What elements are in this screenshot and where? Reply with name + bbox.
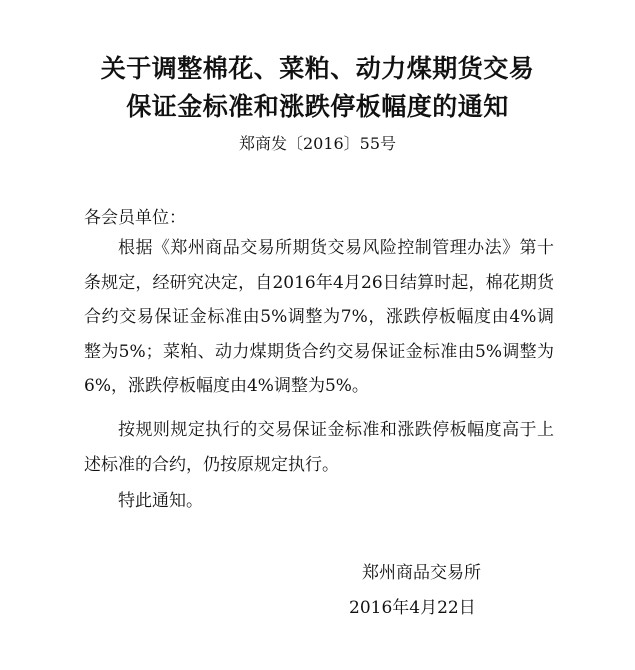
body-paragraph-2: 按规则规定执行的交易保证金标准和涨跌停板幅度高于上述标准的合约，仍按原规定执行。 [84, 420, 554, 475]
notice-title-line-1: 关于调整棉花、菜粕、动力煤期货交易 [100, 54, 535, 83]
notice-title-line-2: 保证金标准和涨跌停板幅度的通知 [126, 92, 509, 121]
body-paragraph-1: 根据《郑州商品交易所期货交易风险控制管理办法》第十条规定，经研究决定，自2016年4月26日结算时起，棉花期货合约交易保证金标准由5%调整为7%，涨跌停板幅度由4%调整为5%；菜粕、动力煤期货合约交易保证金标准由5%调整为6%，涨跌停板幅度由4%调整为5%。 [84, 238, 554, 397]
document-number: 郑商发〔2016〕55号 [238, 134, 397, 153]
issuer-signature: 郑州商品交易所 [362, 563, 481, 583]
issue-date: 2016年4月22日 [349, 598, 476, 618]
salutation: 各会员单位： [84, 208, 186, 228]
body-paragraph-3: 特此通知。 [118, 491, 203, 511]
